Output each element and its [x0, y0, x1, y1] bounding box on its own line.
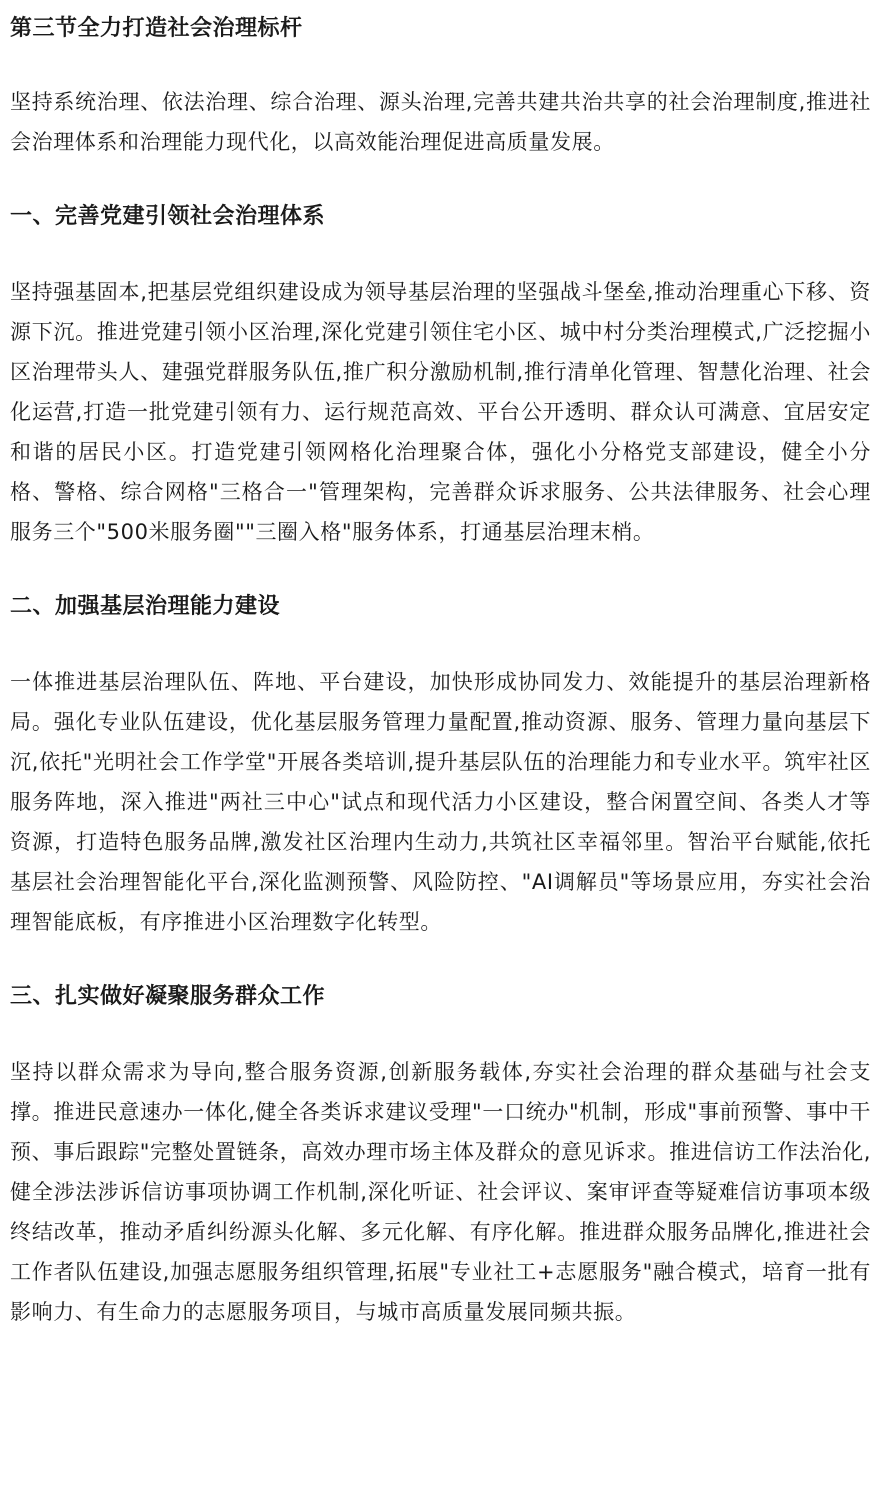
section-title: 第三节全力打造社会治理标杆	[10, 16, 303, 41]
part-1-heading: 一、完善党建引领社会治理体系	[10, 204, 326, 229]
part-2-heading: 二、加强基层治理能力建设	[10, 594, 281, 619]
part-3-paragraph: 坚持以群众需求为导向,整合服务资源,创新服务载体,夯实社会治理的群众基础与社会支撑。推进民意速办一体化,健全各类诉求建议受理"一口统办"机制，形成"事前预警、事中干预、事后跟踪"完整处置链条，高效办理市场主体及群众的意见诉求。推进信访工作法治化,健全涉法涉诉信访事项协调工作机制,深化听证、社会评议、案审评查等疑难信访事项本级终结改革，推动矛盾纠纷源头化解、多元化解、有序化解。推进群众服务品牌化,推进社会工作者队伍建设,加强志愿服务组织管理,拓展"专业社工+志愿服务"融合模式，培育一批有影响力、有生命力的志愿服务项目，与城市高质量发展同频共振。	[10, 1060, 871, 1324]
part-2-paragraph: 一体推进基层治理队伍、阵地、平台建设，加快形成协同发力、效能提升的基层治理新格局。强化专业队伍建设，优化基层服务管理力量配置,推动资源、服务、管理力量向基层下沉,依托"光明社会工作学堂"开展各类培训,提升基层队伍的治理能力和专业水平。筑牢社区服务阵地，深入推进"两社三中心"试点和现代活力小区建设，整合闲置空间、各类人才等资源，打造特色服务品牌,激发社区治理内生动力,共筑社区幸福邻里。智治平台赋能,依托基层社会治理智能化平台,深化监测预警、风险防控、"AI调解员"等场景应用，夯实社会治理智能底板，有序推进小区治理数字化转型。	[10, 670, 871, 934]
part-3-heading: 三、扎实做好凝聚服务群众工作	[10, 984, 326, 1009]
intro-paragraph: 坚持系统治理、依法治理、综合治理、源头治理,完善共建共治共享的社会治理制度,推进社会治理体系和治理能力现代化，以高效能治理促进高质量发展。	[10, 90, 871, 154]
part-1-paragraph: 坚持强基固本,把基层党组织建设成为领导基层治理的坚强战斗堡垒,推动治理重心下移、资源下沉。推进党建引领小区治理,深化党建引领住宅小区、城中村分类治理模式,广泛挖掘小区治理带头人、建强党群服务队伍,推广积分激励机制,推行清单化管理、智慧化治理、社会化运营,打造一批党建引领有力、运行规范高效、平台公开透明、群众认可满意、宜居安定和谐的居民小区。打造党建引领网格化治理聚合体，强化小分格党支部建设，健全小分格、警格、综合网格"三格合一"管理架构，完善群众诉求服务、公共法律服务、社会心理服务三个"500米服务圈""三圈入格"服务体系，打通基层治理末梢。	[10, 280, 871, 544]
